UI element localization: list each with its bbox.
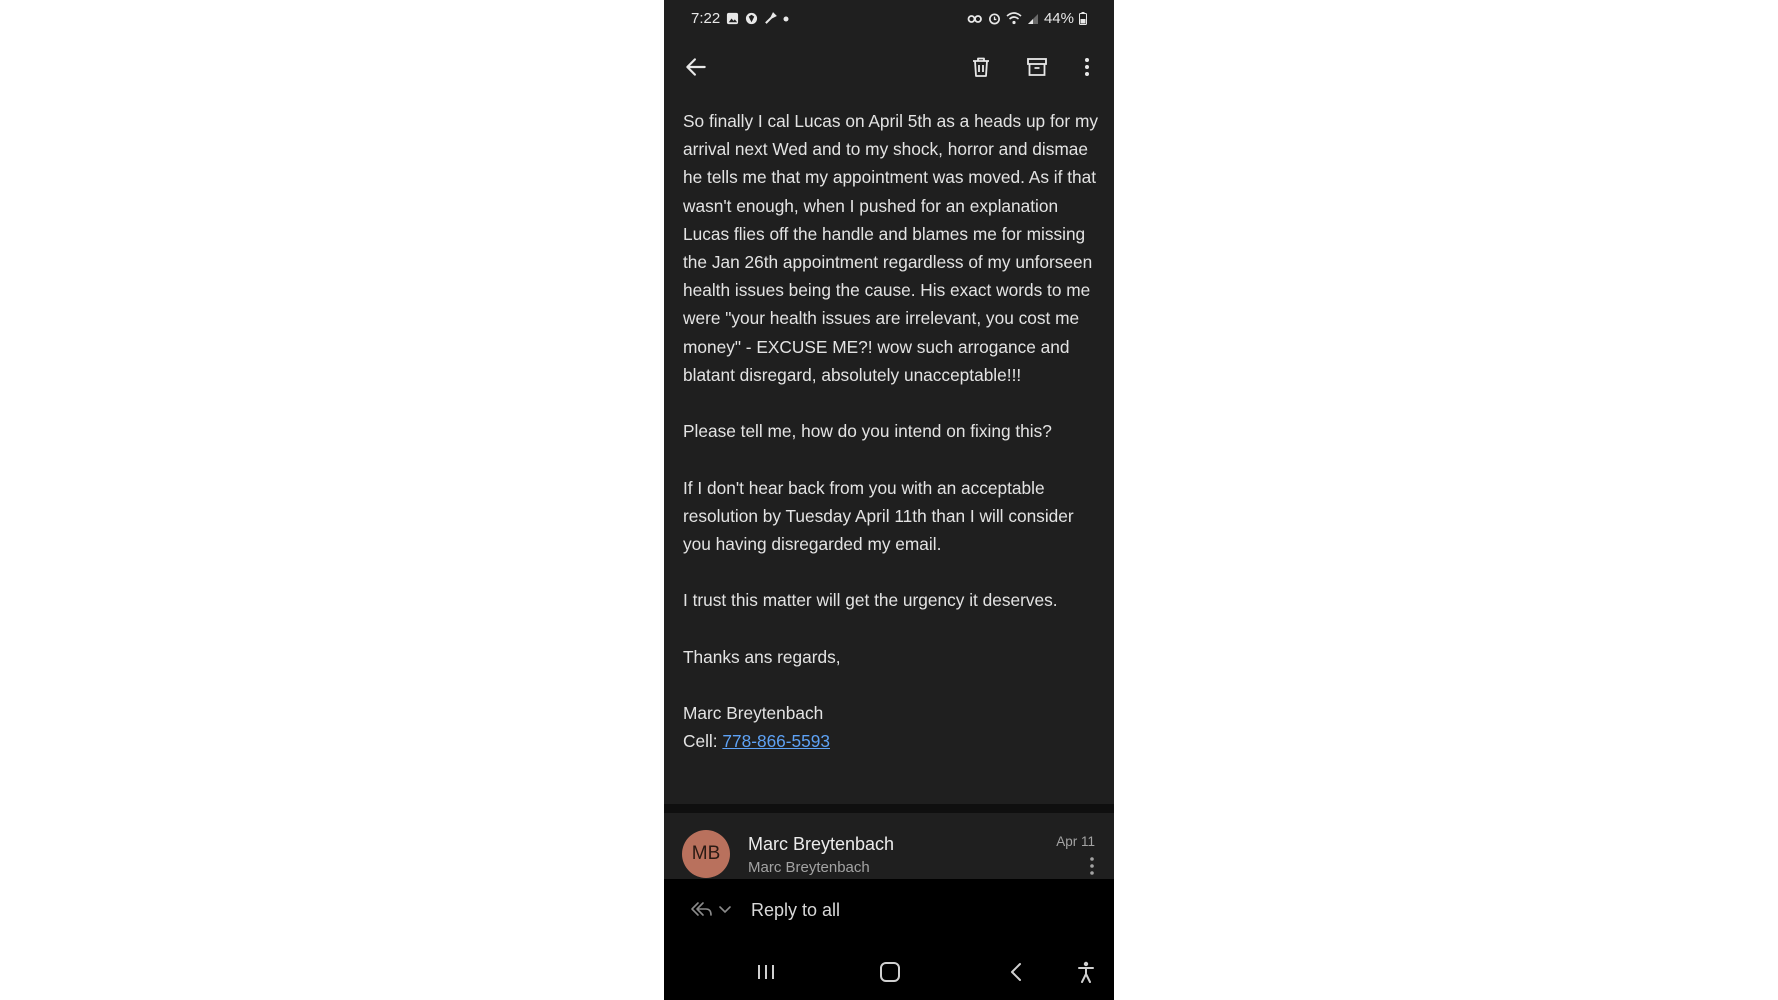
back-icon bbox=[1009, 962, 1023, 982]
accessibility-icon bbox=[1077, 961, 1095, 983]
alarm-icon bbox=[988, 12, 1001, 25]
avatar[interactable]: MB bbox=[682, 830, 730, 878]
message-divider bbox=[664, 804, 1114, 813]
wifi-icon bbox=[1006, 12, 1022, 25]
status-bar bbox=[664, 0, 1114, 38]
status-right bbox=[967, 10, 1087, 27]
reply-all-icon bbox=[688, 899, 714, 919]
message-date: Apr 11 bbox=[1056, 834, 1095, 849]
chevron-down-icon bbox=[718, 904, 732, 914]
status-time: 7:22 bbox=[691, 10, 721, 27]
email-paragraph: If I don't hear back from you with an acceptable resolution by Tuesday April 11th than I will consider you having disregarded my email. bbox=[683, 477, 1074, 555]
email-closing: Thanks ans regards, bbox=[683, 646, 841, 667]
back-arrow-icon bbox=[683, 54, 709, 80]
email-toolbar bbox=[664, 38, 1114, 96]
home-button[interactable] bbox=[875, 957, 905, 987]
wrench-icon bbox=[764, 12, 777, 25]
shield-icon bbox=[745, 12, 758, 25]
archive-button[interactable] bbox=[1021, 51, 1053, 83]
home-icon bbox=[879, 961, 901, 983]
key-icon bbox=[967, 13, 983, 25]
status-left bbox=[691, 10, 789, 27]
reply-to-all-button[interactable]: Reply to all bbox=[751, 900, 841, 920]
archive-icon bbox=[1025, 55, 1049, 79]
delete-button[interactable] bbox=[965, 51, 997, 83]
nav-back-button[interactable] bbox=[1001, 957, 1031, 987]
reply-options-button[interactable] bbox=[688, 899, 732, 919]
battery-percentage: 44% bbox=[1043, 10, 1074, 27]
battery-icon bbox=[1079, 12, 1087, 25]
dot-icon bbox=[783, 16, 789, 22]
cell-label: Cell: bbox=[683, 731, 723, 752]
accessibility-button[interactable] bbox=[1071, 957, 1101, 987]
email-paragraph: Please tell me, how do you intend on fixing this? bbox=[683, 421, 1052, 442]
message-more-button[interactable] bbox=[1089, 856, 1095, 881]
signature-name: Marc Breytenbach bbox=[683, 703, 824, 724]
message-header[interactable] bbox=[664, 813, 1114, 879]
trash-icon bbox=[969, 55, 993, 79]
reply-bar bbox=[664, 879, 1114, 945]
email-paragraph: I trust this matter will get the urgency it deserves. bbox=[683, 590, 1058, 611]
sender-name: Marc Breytenbach bbox=[748, 834, 895, 854]
signal-icon bbox=[1027, 13, 1039, 25]
more-options-button[interactable] bbox=[1071, 51, 1103, 83]
phone-number-link[interactable]: 778-866-5593 bbox=[722, 731, 830, 752]
system-nav-bar bbox=[664, 945, 1114, 1000]
email-body bbox=[683, 107, 1103, 756]
more-vert-icon bbox=[1075, 55, 1099, 79]
sender-recipient: Marc Breytenbach bbox=[748, 859, 870, 876]
signature-cell bbox=[683, 727, 1103, 755]
more-vert-icon bbox=[1089, 856, 1095, 876]
back-button[interactable] bbox=[680, 51, 712, 83]
recents-button[interactable] bbox=[751, 957, 781, 987]
image-icon bbox=[726, 12, 739, 25]
phone-screen bbox=[664, 0, 1114, 1000]
email-paragraph: So finally I cal Lucas on April 5th as a heads up for my arrival next Wed and to my shock, horror and dismae he tells me that my appointment was moved. As if that wasn't enough, when I pushed for an explanation Lucas flies off the handle and blames me for missing the Jan 26th appointment regardless of my unforseen health issues being the cause. His exact words to me were "your health issues are irrelevant, you cost me money" - EXCUSE ME?! wow such arrogance and blatant disregard, absolutely unacceptable!!! bbox=[683, 111, 1098, 385]
recents-icon bbox=[756, 963, 776, 981]
